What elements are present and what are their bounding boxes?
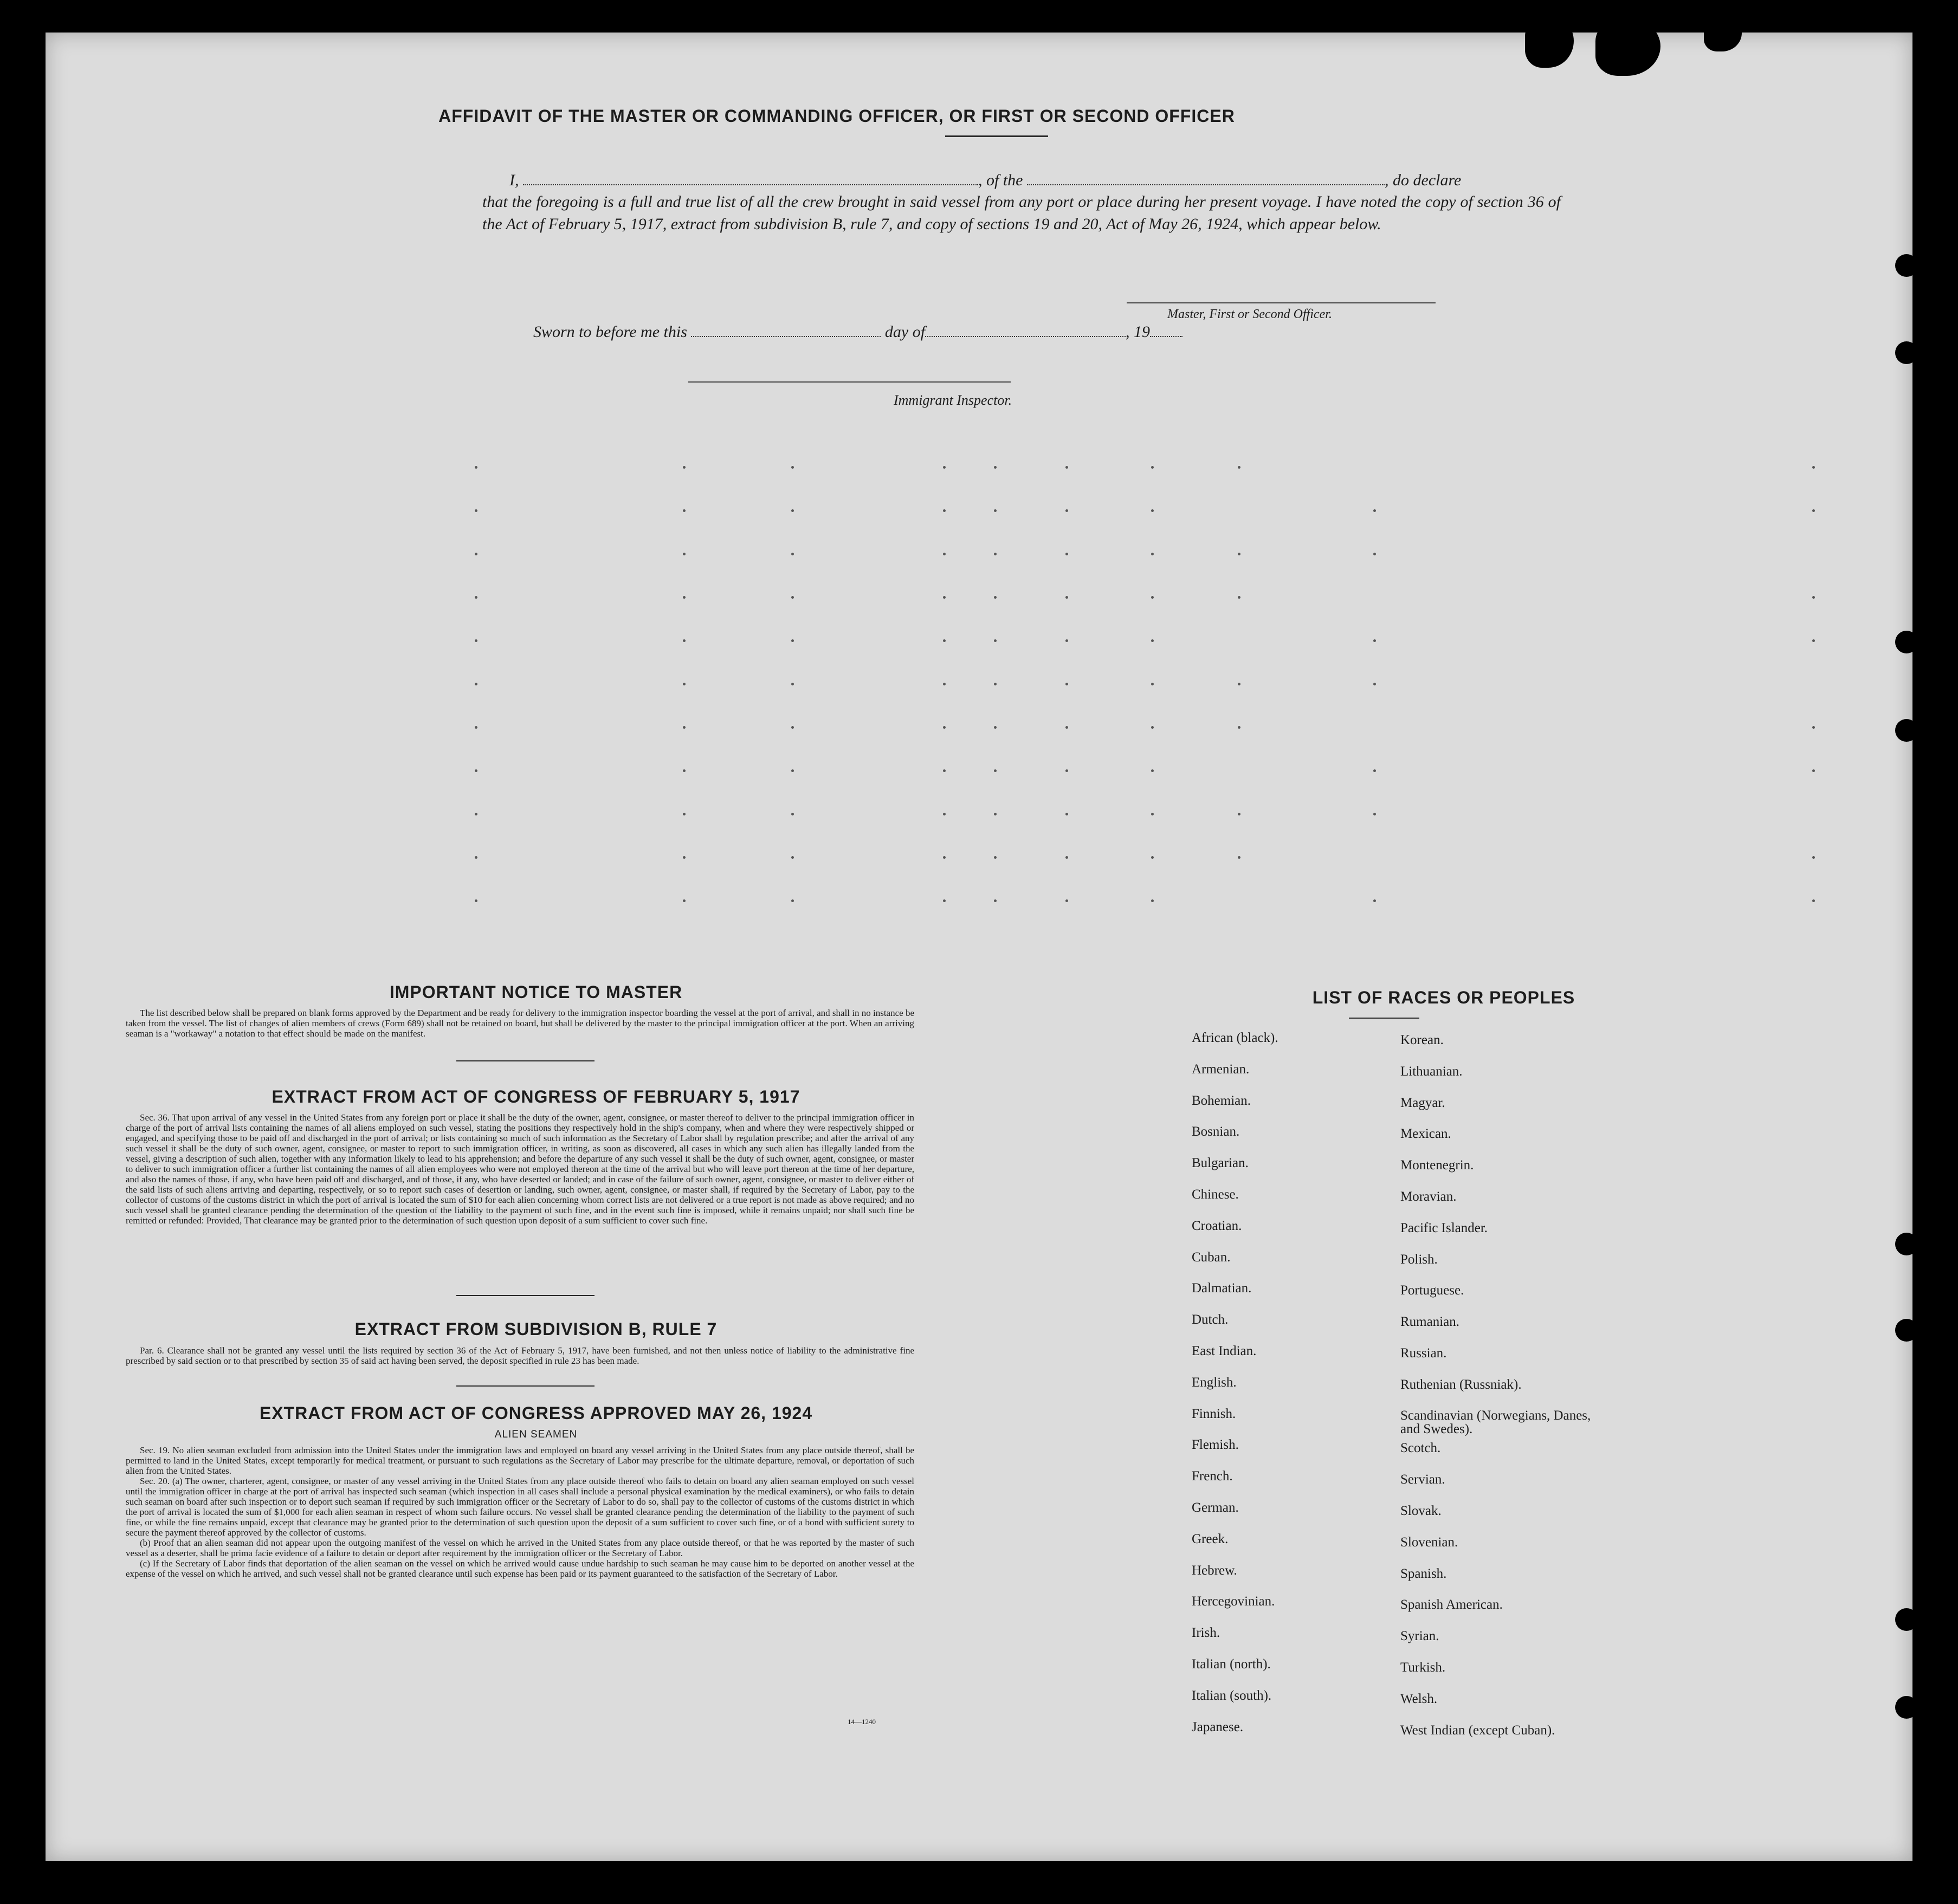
torn-edge — [1595, 33, 1660, 76]
form-number: 14—1240 — [848, 1718, 876, 1726]
race-item: African (black). — [1192, 1031, 1278, 1045]
bleed-dot — [475, 553, 477, 555]
bleed-dot — [1812, 509, 1815, 512]
bleed-dot — [1151, 596, 1154, 599]
torn-edge — [1704, 33, 1742, 51]
sworn-day-blank[interactable] — [691, 336, 881, 337]
bleed-dot — [791, 726, 794, 729]
bleed-dot — [994, 813, 997, 815]
bleed-dot — [1812, 726, 1815, 729]
bleed-dot — [475, 813, 477, 815]
bleed-dot — [1812, 769, 1815, 772]
bleed-dot — [994, 596, 997, 599]
rule7-title: EXTRACT FROM SUBDIVISION B, RULE 7 — [354, 1319, 718, 1339]
bleed-dot — [1065, 683, 1068, 685]
bleed-dot — [1151, 899, 1154, 902]
bleed-dot — [943, 509, 946, 512]
bleed-dot — [475, 726, 477, 729]
declaration-text: that the foregoing is a full and true list of all the crew brought in said vessel from any port or place during her present voyage. I have noted the copy of section 36 of the Act of February 5, 1917, extract from subdivision B, rule 7, and copy of sections 19 and 20, Act of May 26, 1924, which appear below. — [482, 193, 1561, 233]
race-item: Spanish American. — [1400, 1597, 1503, 1612]
notice-text: The list described below shall be prepared on blank forms approved by the Department and be ready for delivery to the immigration inspector boarding the vessel at the port of arrival, and shall in no instance be taken from the vessel. The list of changes of alien members of crews (Form 689) shall not be retained on board, but shall be delivered by the master to the principal immigration officer at the port. When an arriving seaman is a "workaway" a notation to that effect should be made on the manifest. — [126, 1008, 914, 1039]
race-item: East Indian. — [1192, 1344, 1257, 1358]
inspector-caption: Immigrant Inspector. — [894, 392, 1012, 408]
bleed-dot — [475, 596, 477, 599]
bleed-dot — [1373, 813, 1376, 815]
bleed-dot — [1065, 899, 1068, 902]
race-item: Welsh. — [1400, 1691, 1438, 1706]
bleed-dot — [475, 769, 477, 772]
bleed-dot — [1065, 769, 1068, 772]
race-item: Montenegrin. — [1400, 1158, 1474, 1173]
bleed-dot — [791, 899, 794, 902]
race-item: Magyar. — [1400, 1095, 1445, 1110]
vessel-blank[interactable] — [1027, 184, 1385, 185]
bleed-dot — [943, 553, 946, 555]
race-item: Lithuanian. — [1400, 1064, 1463, 1079]
bleed-dot — [683, 899, 686, 902]
extract-1924-text — [126, 1445, 914, 1579]
divider — [456, 1060, 594, 1061]
bleed-dot — [994, 899, 997, 902]
bleed-dot — [683, 639, 686, 642]
bleed-dot — [1065, 509, 1068, 512]
binding-hole — [1895, 1319, 1912, 1342]
master-signature-caption: Master, First or Second Officer. — [1167, 307, 1332, 321]
bleed-dot — [791, 596, 794, 599]
bleed-dot — [994, 639, 997, 642]
bleed-dot — [683, 856, 686, 859]
document-page — [46, 33, 1912, 1861]
binding-hole — [1895, 719, 1912, 742]
bleed-dot — [994, 553, 997, 555]
bleed-dot — [1065, 813, 1068, 815]
bleed-dot — [791, 639, 794, 642]
race-item: Korean. — [1400, 1033, 1444, 1047]
bleed-dot — [1238, 596, 1240, 599]
sworn-year-blank[interactable] — [1150, 336, 1182, 337]
bleed-dot — [683, 509, 686, 512]
bleed-dot — [1151, 466, 1154, 469]
bleed-dot — [1151, 813, 1154, 815]
race-item: Flemish. — [1192, 1437, 1239, 1453]
race-item: Turkish. — [1400, 1660, 1446, 1675]
bleed-dot — [1065, 856, 1068, 859]
bleed-dot — [943, 466, 946, 469]
bleed-dot — [943, 639, 946, 642]
bleed-dot — [683, 466, 686, 469]
race-item: Cuban. — [1192, 1249, 1231, 1265]
inspector-signature-line[interactable] — [688, 381, 1011, 383]
bleed-dot — [1065, 553, 1068, 555]
affidavit-title: AFFIDAVIT OF THE MASTER OR COMMANDING OFFICER, OR FIRST OR SECOND OFFICER — [438, 106, 1235, 126]
bleed-dot — [683, 726, 686, 729]
race-item: Moravian. — [1400, 1189, 1457, 1204]
bleed-dot — [1065, 596, 1068, 599]
race-item: Slovak. — [1400, 1504, 1442, 1518]
rule7-text: Par. 6. Clearance shall not be granted any vessel until the lists required by section 36 of the Act of February 5, 1917, have been furnished, and not then unless notice of liability to the administrative fine prescribed by said section or to that prescribed by section 35 of said act having been served, the deposit specified in rule 23 has been made. — [126, 1345, 914, 1366]
name-blank[interactable] — [523, 184, 978, 185]
bleed-dot — [994, 509, 997, 512]
bleed-dot — [683, 813, 686, 815]
race-item: Portuguese. — [1400, 1283, 1464, 1298]
races-title: LIST OF RACES OR PEOPLES — [1312, 988, 1575, 1007]
bleed-dot — [1151, 856, 1154, 859]
bleed-dot — [943, 856, 946, 859]
bleed-dot — [994, 726, 997, 729]
bleed-dot — [994, 769, 997, 772]
race-item: Italian (south). — [1192, 1688, 1272, 1703]
bleed-dot — [994, 856, 997, 859]
race-item: Scotch. — [1400, 1441, 1441, 1456]
race-item: French. — [1192, 1469, 1233, 1484]
bleed-dot — [475, 856, 477, 859]
bleed-dot — [1151, 553, 1154, 555]
bleed-dot — [1151, 769, 1154, 772]
bleed-dot — [791, 856, 794, 859]
divider — [456, 1295, 594, 1296]
section-20a-paragraph: Sec. 20. (a) The owner, charterer, agent, consignee, or master of any vessel arriving in the United States from any place outside thereof who fails to detain on board any alien seaman employed on such vessel until the immigration officer in charge at the port of arrival has inspected such seaman (which inspection in all cases shall include a personal physical examination by the medical examiners), or who fails to detain such seaman on board after such inspection or to deport such seaman if required by such immigration officer or the Secretary of Labor to do so, shall pay to the collector of customs of the customs district in which the port of arrival is located the sum of $1,000 for each alien seaman in respect of whom such failure occurs. No vessel shall be granted clearance pending the determination of the liability to the payment of such fine, or while the fine remains unpaid, except that clearance may be granted prior to the determination of such question upon the deposit of a sum sufficient to cover such fine, or of a bond with sufficient surety to secure the payment thereof approved by the collector of customs. — [126, 1476, 914, 1538]
race-item: Ruthenian (Russniak). — [1400, 1377, 1522, 1392]
race-item: Finnish. — [1192, 1406, 1236, 1421]
sworn-label: Sworn to before me this — [533, 323, 687, 341]
section-20c-paragraph: (c) If the Secretary of Labor finds that deportation of the alien seaman on the vessel on which he arrived would cause undue hardship to such seaman he may cause him to be deported on another vessel at the expense of the vessel on which he arrived, and such vessel shall not be granted clearance until such expense has been paid or its payment guaranteed to the satisfaction of the Secretary of Labor. — [126, 1558, 914, 1579]
sworn-line — [533, 321, 1182, 343]
race-item: Chinese. — [1192, 1187, 1239, 1202]
divider — [456, 1385, 594, 1387]
race-item: Slovenian. — [1400, 1534, 1458, 1550]
bleed-dot — [683, 769, 686, 772]
race-item: English. — [1192, 1375, 1237, 1390]
bleed-dot — [1151, 683, 1154, 685]
binding-hole — [1895, 254, 1912, 277]
bleed-dot — [1151, 509, 1154, 512]
bleed-dot — [943, 899, 946, 902]
race-item: German. — [1192, 1500, 1239, 1515]
race-item: Servian. — [1400, 1472, 1445, 1487]
race-item: West Indian (except Cuban). — [1400, 1722, 1555, 1738]
bleed-dot — [791, 813, 794, 815]
section-19-paragraph: Sec. 19. No alien seaman excluded from admission into the United States under the immigration laws and employed on board any vessel arriving in the United States from any place outside thereof, shall be permitted to land in the United States, except temporarily for medical treatment, or pursuant to such regulations as the Secretary of Labor may prescribe for the ultimate departure, removal, or deportation of such alien from the United States. — [126, 1445, 914, 1476]
race-item: Hercegovinian. — [1192, 1594, 1275, 1609]
race-item: Russian. — [1400, 1346, 1447, 1361]
title-underline — [945, 135, 1048, 137]
race-item: Hebrew. — [1192, 1563, 1237, 1578]
bleed-dot — [1812, 899, 1815, 902]
bleed-dot — [1238, 683, 1240, 685]
bleed-dot — [1812, 596, 1815, 599]
alien-seamen-subtitle: ALIEN SEAMEN — [494, 1429, 578, 1440]
bleed-dot — [994, 683, 997, 685]
bleed-dot — [994, 466, 997, 469]
race-item: Spanish. — [1400, 1566, 1447, 1581]
bleed-dot — [791, 553, 794, 555]
bleed-dot — [943, 683, 946, 685]
race-item: Bosnian. — [1192, 1124, 1240, 1139]
bleed-dot — [791, 769, 794, 772]
bleed-dot — [943, 769, 946, 772]
race-item: Italian (north). — [1192, 1657, 1271, 1672]
i-label: I, — [509, 171, 519, 189]
bleed-dot — [791, 466, 794, 469]
bleed-dot — [791, 509, 794, 512]
race-item: Japanese. — [1192, 1719, 1244, 1734]
bleed-dot — [1238, 813, 1240, 815]
bleed-dot — [1151, 639, 1154, 642]
bleed-dot — [683, 596, 686, 599]
bleed-dot — [943, 726, 946, 729]
bleed-dot — [1238, 553, 1240, 555]
bleed-dot — [1065, 639, 1068, 642]
sworn-month-blank[interactable] — [925, 336, 1126, 337]
bleed-dot — [1812, 466, 1815, 469]
bleed-dot — [475, 683, 477, 685]
race-item: Irish. — [1192, 1625, 1220, 1641]
race-item: Syrian. — [1400, 1629, 1439, 1644]
extract-1917-title: EXTRACT FROM ACT OF CONGRESS OF FEBRUARY 5, 1917 — [272, 1087, 800, 1106]
race-item: Dutch. — [1192, 1312, 1229, 1327]
bleed-dot — [1373, 553, 1376, 555]
bleed-dot — [683, 683, 686, 685]
binding-hole — [1895, 1233, 1912, 1255]
race-item: Greek. — [1192, 1531, 1229, 1546]
bleed-dot — [1812, 856, 1815, 859]
do-declare-label: , do declare — [1385, 171, 1462, 189]
bleed-dot — [1812, 639, 1815, 642]
bleed-dot — [475, 639, 477, 642]
bleed-dot — [1373, 683, 1376, 685]
bleed-dot — [1373, 509, 1376, 512]
year-label: , 19 — [1126, 323, 1151, 341]
bleed-dot — [1238, 856, 1240, 859]
section-20b-paragraph: (b) Proof that an alien seaman did not appear upon the outgoing manifest of the vessel on which he arrived in the United States from any place outside thereof, or that he was reported by the master of such vessel as a deserter, shall be prima facie evidence of a failure to detain or deport after requirement by the immigration officer or the Secretary of Labor. — [126, 1538, 914, 1558]
bleed-dot — [1238, 726, 1240, 729]
bleed-dot — [475, 466, 477, 469]
bleed-dot — [1373, 769, 1376, 772]
bleed-dot — [683, 553, 686, 555]
notice-title: IMPORTANT NOTICE TO MASTER — [389, 982, 683, 1002]
race-item: Mexican. — [1400, 1126, 1451, 1142]
bleed-dot — [791, 683, 794, 685]
bleed-dot — [1065, 466, 1068, 469]
race-item: Armenian. — [1192, 1061, 1250, 1077]
torn-edge — [1525, 33, 1574, 68]
affidavit-fill-line — [482, 169, 1566, 191]
day-of-label: day of — [884, 323, 926, 341]
binding-hole — [1895, 1696, 1912, 1719]
binding-hole — [1895, 341, 1912, 364]
bleed-dot — [943, 813, 946, 815]
binding-hole — [1895, 631, 1912, 653]
bleed-dot — [1151, 726, 1154, 729]
bleed-dot — [1373, 639, 1376, 642]
race-item: Bulgarian. — [1192, 1156, 1249, 1171]
race-item: Dalmatian. — [1192, 1281, 1252, 1296]
race-item: Bohemian. — [1192, 1093, 1251, 1108]
bleed-dot — [1373, 899, 1376, 902]
binding-hole — [1895, 1608, 1912, 1631]
race-item: Pacific Islander. — [1400, 1220, 1488, 1235]
race-item: Scandinavian (Norwegians, Danes, and Swedes). — [1400, 1408, 1591, 1436]
races-underline — [1349, 1018, 1419, 1019]
bleed-dot — [1238, 466, 1240, 469]
bleed-dot — [1065, 726, 1068, 729]
bleed-dot — [475, 899, 477, 902]
bleed-dot — [475, 509, 477, 512]
extract-1917-text: Sec. 36. That upon arrival of any vessel in the United States from any foreign port or place it shall be the duty of the owner, agent, consignee, or master thereof to deliver to the principal immigration officer in charge of the port of arrival lists containing the names of all aliens employed on such vessel, stating the positions they respectively hold in the ship's company, when and where they were respectively shipped or engaged, and specifying those to be paid off and discharged in the port of arrival; or lists containing so much of such information as the Secretary of Labor shall by regulation prescribe; and after the arrival of any such vessel it shall be the duty of such owner, agent, consignee, or master to report to such immigration officer, in writing, as soon as discovered, all cases in which any such alien has illegally landed from the vessel, giving a description of such alien, together with any information likely to lead to his apprehension; and before the departure of any such vessel it shall be the duty of such owner, agent, consignee, or master to deliver to such immigration officer a further list containing the names of all alien employees who were not employed thereon at the time of the arrival but who will leave port thereon at the time of her departure, and also the names of those, if any, who have been paid off and discharged, and of those, if any, who have deserted or landed; and in case of the failure of such owner, agent, consignee, or master to deliver either of the said lists of such aliens arriving and departing, respectively, or so to report such cases of desertion or landing, such owner, agent, consignee, or master shall, if required by the Secretary of Labor, pay to the collector of customs of the customs district in which the port of arrival is located the sum of $10 for each alien concerning whom correct lists are not delivered or a true report is not made as above required; and no such vessel shall be granted clearance pending the determination of the question of the liability to the payment of such fine, and in the event such fine is imposed, while it remains unpaid; nor shall such fine be remitted or refunded: Provided, That clearance may be granted prior to the determination of such question upon deposit of a sum sufficient to cover such fine. — [126, 1112, 914, 1226]
race-item: Polish. — [1400, 1252, 1438, 1267]
extract-1924-title: EXTRACT FROM ACT OF CONGRESS APPROVED MAY 26, 1924 — [259, 1403, 813, 1423]
of-the-label: , of the — [978, 171, 1023, 189]
race-item: Rumanian. — [1400, 1314, 1460, 1330]
race-item: Croatian. — [1192, 1218, 1242, 1233]
bleed-dot — [943, 596, 946, 599]
